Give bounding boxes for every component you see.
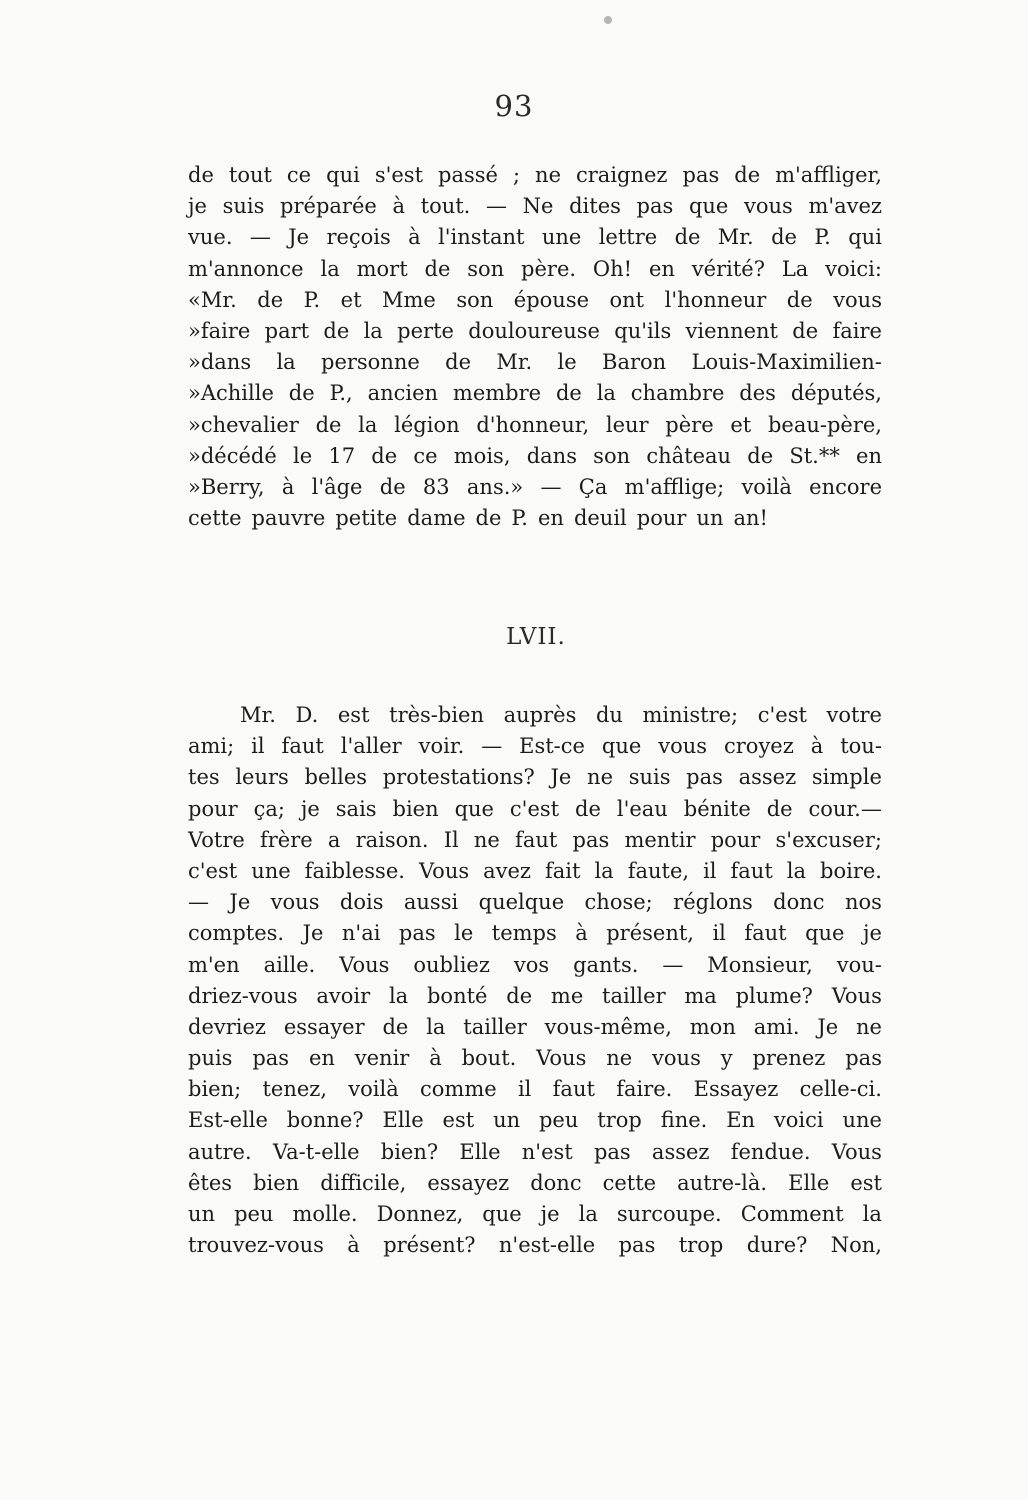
text-line: Est-elle bonne? Elle est un peu trop fine. En voici une [188, 1108, 882, 1133]
text-line: »décédé le 17 de ce mois, dans son château de St.** en [188, 443, 882, 468]
text-line: un peu molle. Donnez, que je la surcoupe. Comment la [188, 1202, 882, 1226]
text-line: driez-vous avoir la bonté de me tailler ma plume? Vous [188, 983, 882, 1008]
text-line: êtes bien difficile, essayez donc cette autre-là. Elle est [188, 1170, 882, 1195]
text-line: pour ça; je sais bien que c'est de l'eau bénite de cour.— [188, 796, 882, 821]
text-line: vue. — Je reçois à l'instant une lettre de Mr. de P. qui [188, 225, 882, 250]
text-line: m'en aille. Vous oubliez vos gants. — Monsieur, vou- [188, 952, 882, 977]
text-line: trouvez-vous à présent? n'est-elle pas trop dure? Non, [188, 1233, 882, 1258]
text-line: »Berry, à l'âge de 83 ans.» — Ça m'afflige; voilà encore [188, 474, 882, 499]
text-line: de tout ce qui s'est passé ; ne craignez pas de m'affliger, [188, 163, 882, 187]
text-line: »faire part de la perte douloureuse qu'ils viennent de faire [188, 318, 882, 343]
text-line: devriez essayer de la tailler vous-même, mon ami. Je ne [188, 1014, 882, 1039]
text-line: cette pauvre petite dame de P. en deuil pour un an! [188, 506, 768, 531]
text-line: bien; tenez, voilà comme il faut faire. Essayez celle-ci. [188, 1077, 882, 1102]
paper-speck [604, 16, 612, 24]
text-line: c'est une faiblesse. Vous avez fait la faute, il faut la boire. [188, 858, 882, 883]
text-line: comptes. Je n'ai pas le temps à présent, il faut que je [188, 921, 882, 946]
text-line: puis pas en venir à bout. Vous ne vous y prenez pas [188, 1046, 882, 1071]
text-line: autre. Va-t-elle bien? Elle n'est pas assez fendue. Vous [188, 1139, 882, 1164]
text-line: »Achille de P., ancien membre de la chambre des députés, [188, 381, 882, 406]
text-line: tes leurs belles protestations? Je ne suis pas assez simple [188, 765, 882, 790]
text-line: m'annonce la mort de son père. Oh! en vérité? La voici: [188, 256, 882, 281]
text-line: Votre frère a raison. Il ne faut pas mentir pour s'excuser; [188, 827, 882, 852]
text-line: je suis préparée à tout. — Ne dites pas que vous m'avez [188, 194, 882, 219]
paragraph-letter [188, 160, 882, 534]
text-line: »dans la personne de Mr. le Baron Louis-Maximilien- [188, 350, 882, 375]
text-line: — Je vous dois aussi quelque chose; réglons donc nos [188, 890, 882, 915]
text-line: «Mr. de P. et Mme son épouse ont l'honneur de vous [188, 287, 882, 312]
page-number: 93 [494, 89, 534, 123]
text-line: Mr. D. est très-bien auprès du ministre; c'est votre [240, 703, 882, 727]
paragraph-lvii [188, 700, 882, 1261]
text-line: ami; il faut l'aller voir. — Est-ce que vous croyez à tou- [188, 734, 882, 759]
section-heading: LVII. [506, 624, 566, 650]
text-line: »chevalier de la légion d'honneur, leur père et beau-père, [188, 412, 882, 437]
